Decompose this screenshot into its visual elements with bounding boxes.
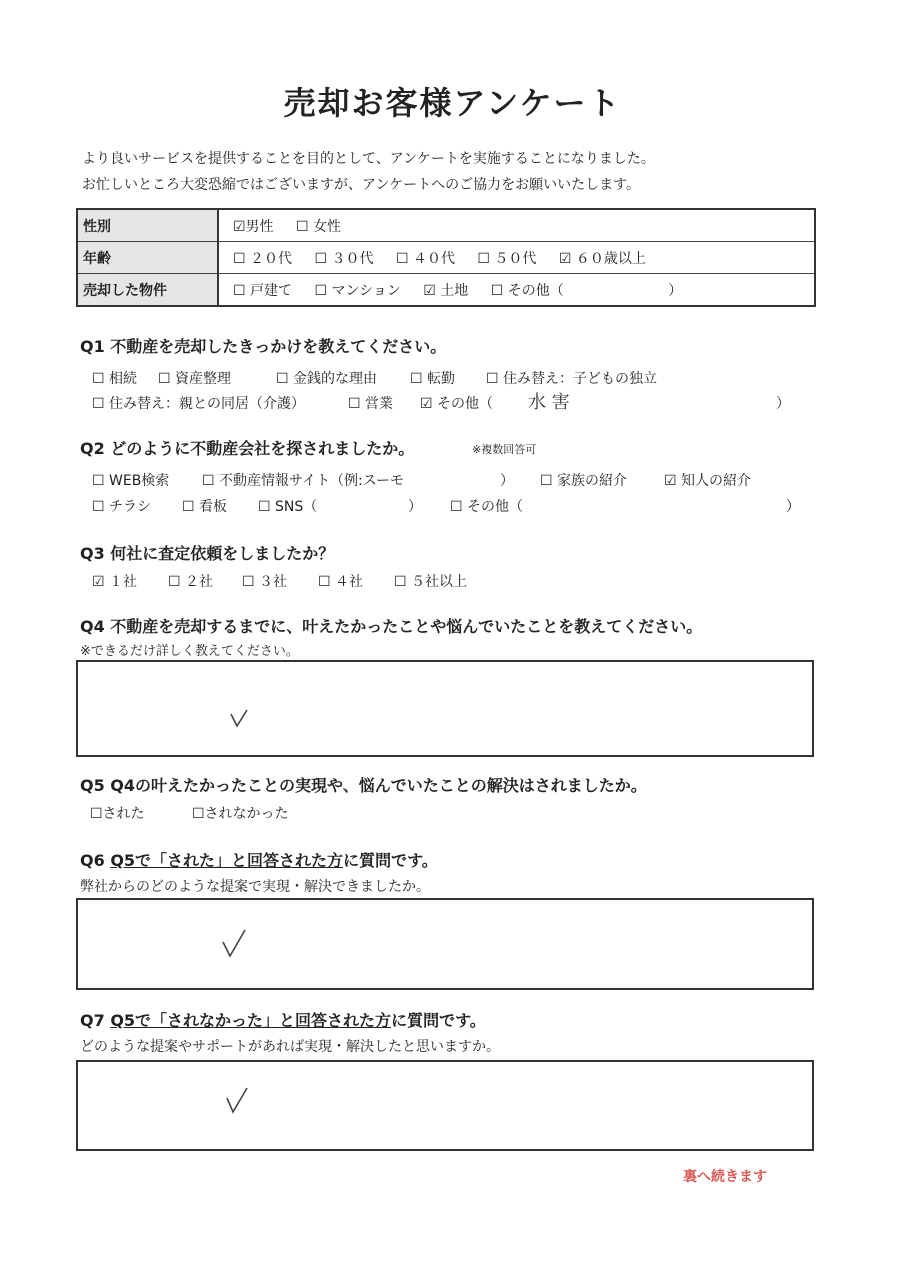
q4-note: ※できるだけ詳しく教えてください。 [80,644,299,659]
q4-answer-box[interactable] [76,660,814,757]
q2-option-other[interactable]: ☐ その他（ [450,499,524,515]
property-option-house[interactable]: ☐ 戸建て [233,282,293,299]
age-option-30s[interactable]: ☐ ３０代 [314,250,374,267]
q4-question: Q4 不動産を売却するまでに、叶えたかったことや悩んでいたことを教えてください。 [80,617,703,636]
q6-prefix: Q6 [80,851,111,870]
q2-sns-close: ） [408,499,422,515]
age-options [218,242,815,274]
q1-option-parent[interactable]: ☐ 住み替え：親との同居（介護） [92,396,306,412]
q3-option-1[interactable]: ☑ １社 [92,574,138,590]
q6-answer-box[interactable] [76,898,814,990]
q7-question [80,1008,486,1031]
intro-line-1: より良いサービスを提供することを目的として、アンケートを実施することになりました。 [82,151,655,167]
q3-option-4[interactable]: ☐ ４社 [318,574,364,590]
q1-option-inheritance[interactable]: ☐ 相続 [92,371,138,387]
q2-question: Q2 どのように不動産会社を探されましたか。 [80,439,415,458]
respondent-info-table [76,208,816,307]
handwritten-check-icon [220,928,248,960]
q5-question: Q5 Q4の叶えたかったことの実現や、悩んでいたことの解決はされましたか。 [80,776,647,795]
handwritten-check-icon [224,1086,250,1116]
q2-option-family[interactable]: ☐ 家族の紹介 [540,473,628,489]
q7-underlined: Q5で「されなかった」と回答された方 [110,1011,392,1030]
gender-row [77,209,815,242]
property-label: 売却した物件 [77,274,218,307]
gender-options [218,209,815,242]
q1-option-asset[interactable]: ☐ 資産整理 [158,371,232,387]
q5-option-no[interactable]: ☐されなかった [192,806,289,822]
q7-prefix: Q7 [80,1011,111,1030]
q3-option-2[interactable]: ☐ ２社 [168,574,214,590]
q1-other-handwritten: 水 害 [528,392,570,413]
property-row [77,274,815,307]
q2-option-flyer[interactable]: ☐ チラシ [92,499,152,515]
property-other-close: ） [668,282,683,299]
q3-option-3[interactable]: ☐ ３社 [242,574,288,590]
property-option-other[interactable]: ☐ その他（ [490,282,564,299]
q1-option-money[interactable]: ☐ 金銭的な理由 [276,371,378,387]
q1-question: Q1 不動産を売却したきっかけを教えてください。 [80,337,447,356]
q7-suffix: に質問です。 [391,1011,486,1030]
gender-option-female[interactable]: ☐ 女性 [296,218,342,235]
q7-subtext: どのような提案やサポートがあれば実現・解決したと思いますか。 [80,1039,500,1055]
intro-line-2: お忙しいところ大変恐縮ではございますが、アンケートへのご協力をお願いいたします。 [82,177,641,193]
q2-option-web[interactable]: ☐ WEB検索 [92,473,170,489]
gender-option-male[interactable]: ☑男性 [233,218,274,235]
q2-option-signboard[interactable]: ☐ 看板 [182,499,228,515]
q3-option-5plus[interactable]: ☐ ５社以上 [394,574,468,590]
q1-option-other[interactable]: ☑ その他（ [420,396,494,412]
q2-option-portal[interactable]: ☐ 不動産情報サイト（例:スーモ [202,473,405,489]
q1-option-transfer[interactable]: ☐ 転勤 [410,371,456,387]
property-option-condo[interactable]: ☐ マンション [314,282,401,299]
q2-portal-close: ） [500,473,514,489]
age-option-60plus[interactable]: ☑ ６０歳以上 [558,250,646,267]
q2-option-sns[interactable]: ☐ SNS（ [258,499,318,515]
age-label: 年齢 [77,242,218,274]
q6-suffix: に質問です。 [343,851,438,870]
age-option-40s[interactable]: ☐ ４０代 [395,250,455,267]
q6-question [80,848,438,871]
property-option-land[interactable]: ☑ 土地 [423,282,469,299]
age-option-20s[interactable]: ☐ ２０代 [233,250,293,267]
q6-subtext: 弊社からのどのような提案で実現・解決できましたか。 [80,879,430,895]
continued-on-back-note: 裏へ続きます [683,1169,767,1185]
page-title: 売却お客様アンケート [283,84,622,122]
q6-underlined: Q5で「された」と回答された方 [110,851,344,870]
handwritten-check-icon [228,708,250,730]
gender-label: 性別 [77,209,218,242]
q5-option-yes[interactable]: ☐された [90,806,145,822]
q1-option-sales[interactable]: ☐ 営業 [348,396,394,412]
q2-option-acquaintance[interactable]: ☑ 知人の紹介 [664,473,752,489]
age-row [77,242,815,274]
q1-other-close: ） [776,396,790,412]
q1-option-child[interactable]: ☐ 住み替え：子どもの独立 [486,371,658,387]
q7-answer-box[interactable] [76,1060,814,1151]
property-options [218,274,815,307]
q2-other-close: ） [786,499,800,515]
age-option-50s[interactable]: ☐ ５０代 [477,250,537,267]
q2-note: ※複数回答可 [472,443,537,456]
q3-question: Q3 何社に査定依頼をしましたか？ [80,544,335,563]
